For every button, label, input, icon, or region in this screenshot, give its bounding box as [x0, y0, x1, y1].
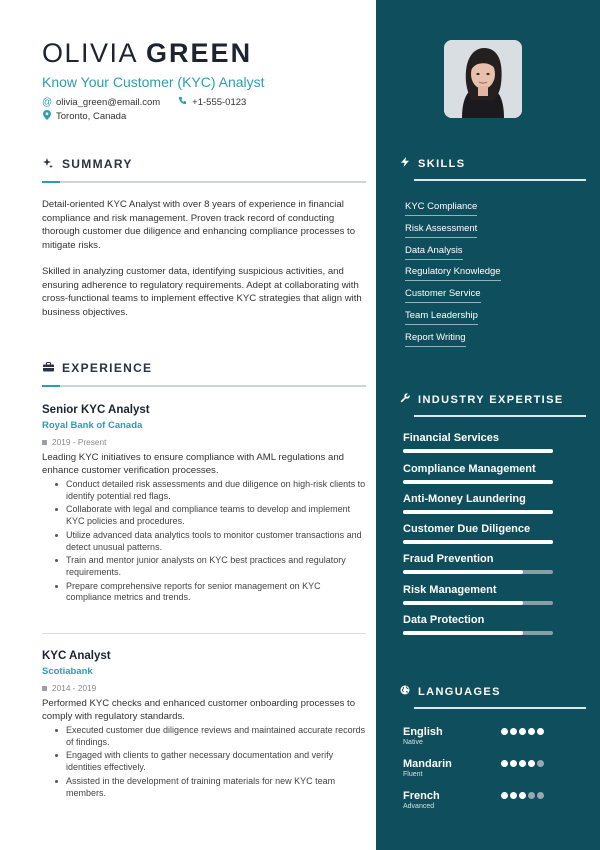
expertise-bar	[403, 449, 553, 453]
languages-section-header	[400, 685, 586, 709]
rating-dot-empty	[537, 760, 544, 767]
expertise-label: Financial Services	[403, 432, 499, 444]
job-bullet: Engaged with clients to gather necessary documentation and verify identities effectively.	[66, 750, 366, 774]
experience-section-header	[42, 361, 366, 387]
skills-title: SKILLS	[418, 157, 466, 170]
expertise-bar	[403, 570, 553, 574]
expertise-bar-fill	[403, 601, 523, 605]
expertise-label: Compliance Management	[403, 463, 536, 475]
sidebar	[376, 0, 600, 850]
phone-icon	[178, 96, 187, 108]
language-level: Advanced	[403, 803, 435, 810]
job-dates-text: 2014 - 2019	[52, 683, 97, 693]
email-text: olivia_green@email.com	[56, 96, 161, 108]
expertise-bar-fill	[403, 570, 523, 574]
rating-dot-filled	[519, 728, 526, 735]
rating-dot-filled	[537, 728, 544, 735]
job-bullets	[42, 725, 366, 799]
language-rating	[501, 760, 546, 767]
phone-item[interactable]	[178, 96, 246, 108]
email-item[interactable]	[42, 97, 160, 108]
language-level: Fluent	[403, 771, 423, 778]
map-pin-icon	[42, 110, 51, 123]
last-name: GREEN	[146, 38, 253, 68]
expertise-bar-fill	[403, 540, 553, 544]
language-rating	[501, 728, 546, 735]
job-entry	[42, 404, 366, 606]
profile-photo	[444, 40, 522, 118]
calendar-icon	[42, 440, 47, 445]
expertise-item	[403, 493, 553, 514]
expertise-item	[403, 432, 553, 453]
job-entry	[42, 650, 366, 801]
job-bullet: Collaborate with legal and compliance teams to develop and implement KYC policies and procedures.	[66, 504, 366, 528]
job-title: KYC Analyst	[42, 650, 111, 662]
job-dates	[42, 683, 366, 693]
first-name: OLIVIA	[42, 38, 139, 68]
job-bullet: Utilize advanced data analytics tools to monitor customer transactions and detect unusual patterns.	[66, 530, 366, 554]
skill-item: KYC Compliance	[405, 201, 477, 216]
briefcase-icon	[42, 362, 54, 375]
language-name: French	[403, 790, 440, 802]
expertise-bar	[403, 601, 553, 605]
expertise-bar-fill	[403, 480, 553, 484]
rating-dot-filled	[528, 728, 535, 735]
language-level: Native	[403, 739, 423, 746]
job-title: Know Your Customer (KYC) Analyst	[42, 74, 265, 90]
candidate-name	[42, 38, 252, 69]
job-description: Performed KYC checks and enhanced customer onboarding processes to comply with regulatory standards.	[42, 698, 356, 722]
location-text: Toronto, Canada	[56, 111, 127, 122]
rating-dot-empty	[528, 792, 535, 799]
expertise-label: Customer Due Diligence	[403, 523, 531, 535]
expertise-item	[403, 584, 553, 605]
at-icon: @	[42, 96, 53, 108]
expertise-bar	[403, 631, 553, 635]
rating-dot-filled	[501, 728, 508, 735]
job-bullet: Assisted in the development of training materials for new KYC team members.	[66, 776, 366, 800]
skill-item: Customer Service	[405, 288, 481, 303]
job-dates	[42, 437, 366, 447]
calendar-icon	[42, 686, 47, 691]
skill-item: Team Leadership	[405, 310, 478, 325]
skill-item: Risk Assessment	[405, 223, 477, 238]
globe-icon	[400, 685, 410, 698]
skill-item: Report Writing	[405, 332, 466, 347]
job-bullet: Conduct detailed risk assessments and due diligence on high-risk clients to identify potential red flags.	[66, 479, 366, 501]
rating-dot-filled	[510, 728, 517, 735]
expertise-label: Risk Management	[403, 584, 497, 596]
expertise-item	[403, 463, 553, 484]
experience-title: EXPERIENCE	[62, 361, 153, 375]
company-name: Scotiabank	[42, 666, 93, 677]
skill-item: Regulatory Knowledge	[405, 266, 501, 281]
language-item	[403, 790, 549, 810]
company-name: Royal Bank of Canada	[42, 420, 143, 431]
summary-paragraph-1: Detail-oriented KYC Analyst with over 8 years of experience in financial compliance and risk management. Proven track record of conducting thorough customer due diligence and enhancing compliance processes to mitigate risks.	[42, 199, 356, 251]
rating-dot-filled	[519, 760, 526, 767]
job-title: Senior KYC Analyst	[42, 404, 150, 416]
expertise-title: INDUSTRY EXPERTISE	[418, 393, 564, 406]
language-name: Mandarin	[403, 758, 452, 770]
expertise-item	[403, 553, 553, 574]
skills-section-header	[400, 157, 586, 181]
languages-title: LANGUAGES	[418, 685, 501, 698]
language-rating	[501, 792, 546, 799]
expertise-bar-fill	[403, 449, 553, 453]
job-dates-text: 2019 - Present	[52, 437, 107, 447]
expertise-bar	[403, 540, 553, 544]
expertise-label: Data Protection	[403, 614, 485, 626]
job-description: Leading KYC initiatives to ensure compliance with AML regulations and enhance customer verification processes.	[42, 452, 345, 476]
expertise-section-header	[400, 393, 586, 417]
expertise-bar-fill	[403, 631, 523, 635]
job-bullet: Executed customer due diligence reviews and maintained accurate records of findings.	[66, 725, 366, 747]
language-item	[403, 726, 549, 746]
rating-dot-filled	[528, 760, 535, 767]
expertise-bar-fill	[403, 510, 553, 514]
expertise-label: Fraud Prevention	[403, 553, 494, 565]
location-item	[42, 110, 126, 123]
language-item	[403, 758, 549, 778]
expertise-item	[403, 523, 553, 544]
rating-dot-filled	[519, 792, 526, 799]
job-bullets	[42, 479, 366, 604]
phone-text: +1-555-0123	[192, 96, 247, 108]
location-row	[42, 110, 144, 123]
expertise-bar	[403, 480, 553, 484]
summary-paragraph-2: Skilled in analyzing customer data, identifying suspicious activities, and ensuring adherence to regulatory requirements. Adept at collaborating with cross-functional teams to implement effective KYC strategies that align with business objectives.	[42, 266, 362, 318]
job-bullet: Train and mentor junior analysts on KYC best practices and regulatory requirements.	[66, 555, 366, 579]
language-name: English	[403, 726, 443, 738]
job-divider	[42, 633, 366, 634]
rating-dot-filled	[501, 792, 508, 799]
sparkle-icon	[42, 158, 54, 171]
expertise-label: Anti-Money Laundering	[403, 493, 526, 505]
expertise-bar	[403, 510, 553, 514]
skill-item: Data Analysis	[405, 245, 463, 260]
job-bullet: Prepare comprehensive reports for senior management on KYC compliance metrics and trends.	[66, 581, 366, 605]
rating-dot-filled	[510, 792, 517, 799]
rating-dot-filled	[510, 760, 517, 767]
rating-dot-empty	[537, 792, 544, 799]
summary-section-header	[42, 157, 366, 183]
wrench-icon	[400, 393, 410, 406]
rating-dot-filled	[501, 760, 508, 767]
expertise-item	[403, 614, 553, 635]
summary-title: SUMMARY	[62, 157, 133, 171]
lightning-icon	[400, 157, 410, 170]
contact-row	[42, 96, 264, 108]
